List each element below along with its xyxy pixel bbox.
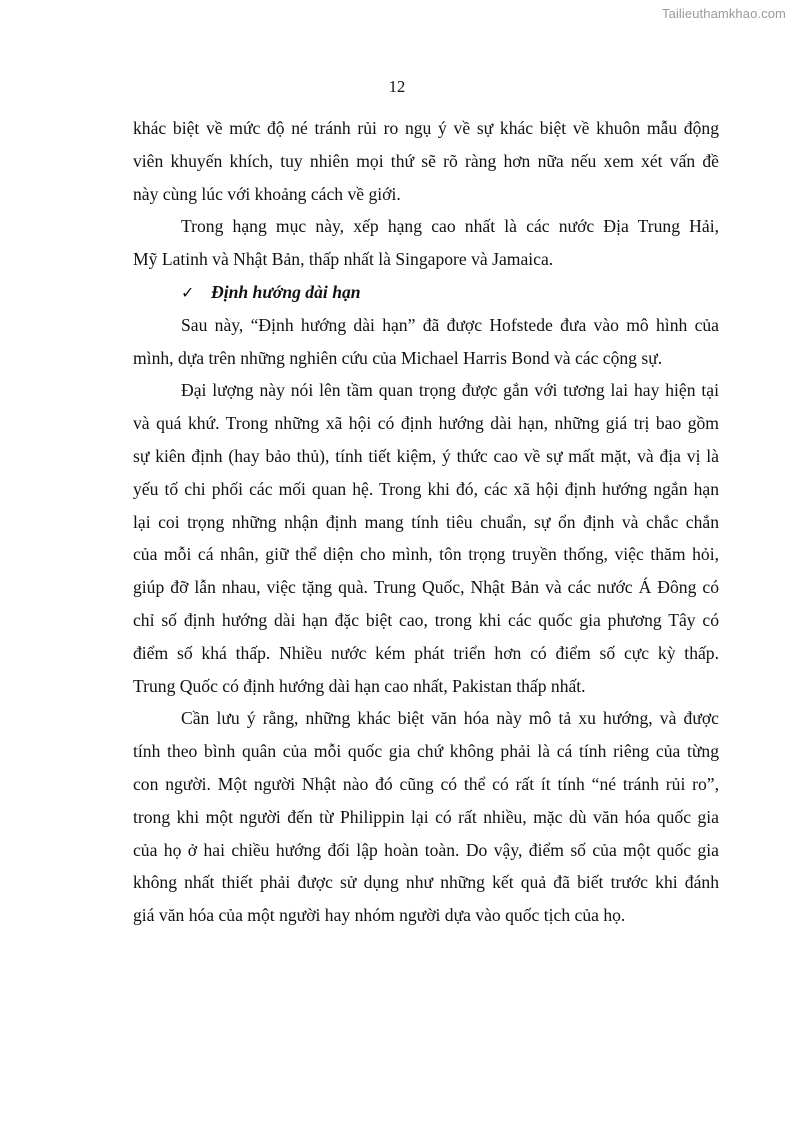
paragraph <box>133 309 719 375</box>
text-line: lại coi trọng những nhận định mang tính tiêu chuẩn, sự ổn định và chắc chắn <box>133 511 719 532</box>
page-number: 12 <box>388 77 406 96</box>
paragraph <box>133 702 719 932</box>
text-line: yếu tố chi phối các mối quan hệ. Trong khi đó, các xã hội định hướng ngắn hạn <box>133 478 719 499</box>
text-line: sự kiên định (hay bảo thủ), tính tiết kiệm, ý thức cao về sự mất mặt, và địa vị là <box>133 445 719 466</box>
paragraph <box>133 210 719 276</box>
text-line: này cùng lúc với khoảng cách về giới. <box>133 183 401 204</box>
text-line: của mỗi cá nhân, giữ thể diện cho mình, tôn trọng truyền thống, việc thăm hỏi, <box>133 544 719 565</box>
text-line: Trung Quốc có định hướng dài hạn cao nhất, Pakistan thấp nhất. <box>133 675 586 696</box>
text-line: Sau này, “Định hướng dài hạn” đã được Hofstede đưa vào mô hình của <box>181 314 719 335</box>
text-line: viên khuyến khích, tuy nhiên mọi thứ sẽ rõ ràng hơn nữa nếu xem xét vấn đề <box>133 150 719 171</box>
text-line: trong khi một người đến từ Philippin lại có rất nhiều, mặc dù văn hóa quốc gia <box>133 806 719 827</box>
text-line: không nhất thiết phải được sử dụng như những kết quả đã biết trước khi đánh <box>133 872 719 893</box>
text-line: Trong hạng mục này, xếp hạng cao nhất là các nước Địa Trung Hải, <box>181 216 719 237</box>
section-heading-text: Định hướng dài hạn <box>211 281 361 302</box>
text-line: chỉ số định hướng dài hạn đặc biệt cao, trong khi các quốc gia phương Tây có <box>133 609 719 630</box>
text-line: và quá khứ. Trong những xã hội có định hướng dài hạn, những giá trị bao gồm <box>133 413 719 434</box>
text-line: khác biệt về mức độ né tránh rủi ro ngụ ý về sự khác biệt về khuôn mẫu động <box>133 118 719 138</box>
document-body <box>133 112 719 932</box>
section-heading <box>133 276 719 309</box>
text-line: tính theo bình quân của mỗi quốc gia chứ không phải là cá tính riêng của từng <box>133 741 719 762</box>
text-line: Cần lưu ý rằng, những khác biệt văn hóa này mô tả xu hướng, và được <box>181 708 719 729</box>
text-line: giúp đỡ lẫn nhau, việc tặng quà. Trung Quốc, Nhật Bản và các nước Á Đông có <box>133 577 719 598</box>
text-line: con người. Một người Nhật nào đó cũng có thể có rất ít tính “né tránh rủi ro”, <box>133 773 719 794</box>
text-line: điểm số khá thấp. Nhiều nước kém phát triển hơn có điểm số cực kỳ thấp. <box>133 642 719 663</box>
paragraph <box>133 112 719 210</box>
text-line: mình, dựa trên những nghiên cứu của Michael Harris Bond và các cộng sự. <box>133 347 663 368</box>
paragraph <box>133 374 719 702</box>
watermark: Tailieuthamkhao.com <box>661 6 786 21</box>
text-line: Đại lượng này nói lên tầm quan trọng được gắn với tương lai hay hiện tại <box>181 380 719 401</box>
checkmark-icon: ✓ <box>181 282 195 302</box>
text-line: Mỹ Latinh và Nhật Bản, thấp nhất là Singapore và Jamaica. <box>133 249 554 270</box>
text-line: giá văn hóa của một người hay nhóm người dựa vào quốc tịch của họ. <box>133 905 626 926</box>
text-line: của họ ở hai chiều hướng đối lập hoàn toàn. Do vậy, điểm số của một quốc gia <box>133 839 719 860</box>
